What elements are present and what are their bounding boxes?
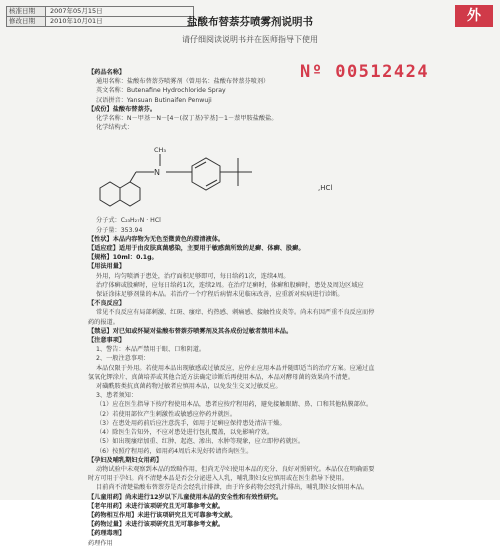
text-line: （2）若使用部位产生刺激性或敏感应停药并就医。 xyxy=(96,410,237,418)
text-line: 保证涂抹足够剂量的本品。若治疗一个疗程后病情未见临床改善，应重新对疾病进行诊断。 xyxy=(96,291,344,299)
section-line: 【规格】10ml：0.1g。 xyxy=(88,254,158,262)
section-line: 【药理毒理】 xyxy=(88,530,126,538)
section-line: 【老年用药】未进行该项研究且无可靠参考文献。 xyxy=(88,502,225,510)
text-line: 化学结构式： xyxy=(96,124,134,132)
text-line: （3）在患处用药前后应注意洗手，如用于足癣应保持患处清洁干燥。 xyxy=(96,419,286,427)
text-line: 治疗体癣或股癣时，应每日给药1次，连续2周。在治疗足癣时，体癣和股癣时，患处及周边区域应 xyxy=(96,281,364,289)
text-line: 本品仅限于外用。若使用本品出现敏感或过敏反应，应停止应用本品并随即适当的治疗方案。应通过直 xyxy=(96,364,375,372)
text-line: 药理作用 xyxy=(88,539,113,547)
date-value: 2007年05月15日 xyxy=(50,7,103,15)
text-line: 目前尚不清楚盐酸布替萘芬是否会经乳汁排泄，由于许多药物会经乳汁排出，哺乳期妇女慎用本品。 xyxy=(96,484,369,492)
structure-hcl-label: ,HCl xyxy=(318,184,333,193)
section-line: 【适应症】适用于由皮肤真菌感染，主要用于敏感菌所致的足癣、体癣、股癣。 xyxy=(88,245,305,253)
text-line: 1、警告：本品严禁用于眼、口和阴道。 xyxy=(96,346,206,354)
leaflet-body xyxy=(88,68,474,548)
section-line: 【药物过量】未进行该项研究且无可靠参考文献。 xyxy=(88,521,225,529)
body-section-bottom xyxy=(88,216,474,547)
date-value: 2010年10月01日 xyxy=(50,17,103,25)
text-line: 常见不良反应有局部刺激、红斑、瘙痒、灼热感、刺痛感、接触性皮炎等。尚未有因严重不良反应而停 xyxy=(96,309,375,317)
section-line: 【药品名称】 xyxy=(88,69,126,76)
text-line: 分子式：C₂₃H₂₇N · HCl xyxy=(96,217,161,225)
structure-diagram xyxy=(88,132,348,216)
section-line: 【孕妇及哺乳期妇女用药】 xyxy=(88,456,163,464)
text-line: （6）按照疗程用药，如用药4周后未见好转请咨询医生。 xyxy=(96,447,253,455)
section-line: 【成份】盐酸布替萘芬。 xyxy=(88,105,157,113)
text-line: 时方可用于孕妇。尚不清楚本品是否会分泌进入人乳，哺乳期妇女应慎用或在医生指导下使用。 xyxy=(88,475,348,483)
section-line: 【儿童用药】尚未进行12岁以下儿童使用本品的安全性和有效性研究。 xyxy=(88,493,283,501)
text-line: （1）应在医生指导下按疗程使用本品，患者应按疗程用药，避免接触眼睛、鼻、口和其他粘膜部位。 xyxy=(96,401,373,409)
section-line: 【不良反应】 xyxy=(88,300,126,308)
text-line: 氢氧化钾涂片、真菌培养或其他合适方法确定诊断后再使用本品，本品对酵母菌的效果尚不清楚。 xyxy=(88,373,355,381)
structure-ch3-label: CH₃ xyxy=(154,146,167,155)
document-title: 盐酸布替萘芬喷雾剂说明书 xyxy=(187,16,313,28)
date-key: 修改日期 xyxy=(7,17,46,26)
text-line: 通用名称：盐酸布替萘芬喷雾剂（曾用名：盐酸布替萘芬喷剂） xyxy=(96,78,270,86)
text-line: 药的报道。 xyxy=(88,318,119,326)
section-line: 【用法用量】 xyxy=(88,263,126,271)
text-line: 汉语拼音：Yansuan Butinaifen Penwuji xyxy=(96,96,212,104)
date-key: 核准日期 xyxy=(7,7,46,16)
text-line: 分子量：353.94 xyxy=(96,226,143,234)
body-section-top xyxy=(88,68,474,132)
text-line: 3、患者须知： xyxy=(96,392,138,400)
document-subtitle: 请仔细阅读说明书并在医师指导下使用 xyxy=(182,35,318,44)
text-line: 化学名称：N－甲基－N－[4－(叔丁基)苄基]－1－萘甲胺盐酸盐。 xyxy=(96,115,278,123)
external-use-badge: 外 xyxy=(455,5,493,27)
text-line: 动物试验中未观察到本品的致畸作用，但尚无孕妇使用本品的充分、良好对照研究。本品仅在明确需要 xyxy=(96,465,375,473)
section-line: 【性状】本品内容物为无色至微黄色的澄清液体。 xyxy=(88,235,225,243)
section-line: 【注意事项】 xyxy=(88,337,126,345)
section-line: 【禁忌】对已知或怀疑对盐酸布替萘芬喷雾剂及其各成份过敏者禁用本品。 xyxy=(88,327,293,335)
section-line: 【药物相互作用】未进行该项研究且无可靠参考文献。 xyxy=(88,511,237,519)
serial-number: Nº 00512424 xyxy=(300,62,430,82)
text-line: 2、一般注意事项： xyxy=(96,355,150,363)
chemical-structure xyxy=(88,132,474,216)
text-line: 外用，均匀喷洒于患处，治疗面积足够即可，每日给药1次，连续4周。 xyxy=(96,272,290,280)
text-line: （5）如出现瘙痒加重、红肿、起泡、渗出、水肿等现象，应立即停药就医。 xyxy=(96,438,305,446)
text-line: 对磺酰胺类抗真菌药物过敏者应慎用本品，以免发生交叉过敏反应。 xyxy=(96,383,282,391)
svg-text:N: N xyxy=(154,168,160,178)
text-line: （4）除医生告知外，不应对患处进行包扎覆盖，以免影响疗效。 xyxy=(96,429,274,437)
text-line: 英文名称：Butenafine Hydrochloride Spray xyxy=(96,87,226,95)
